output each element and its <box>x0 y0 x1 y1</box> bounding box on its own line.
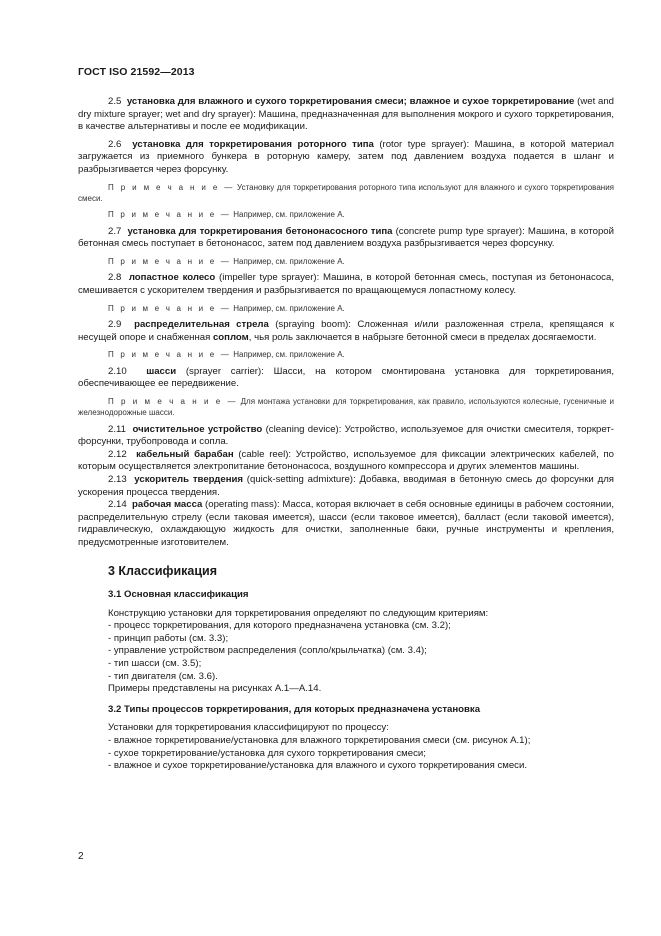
term-2-12 <box>78 449 614 474</box>
term-definition: (quick-setting admixture): Добавка, вводимая в бетонную смесь до форсунки для ускорения процесса твердения. <box>78 473 614 498</box>
note-label: П р и м е ч а н и е — <box>108 182 235 192</box>
note-text: Установку для торкретирования роторного типа используют для влажного и сухого торкретирования смеси. <box>78 182 615 203</box>
term-2-6 <box>78 139 614 177</box>
term-number: 2.9 <box>108 318 122 330</box>
term-definition: (operating mass): Масса, которая включает в себя основные единицы в рабочем состоянии, распределительную стрелу (если таковая имеется), шасси (если таковое имеется), балласт (если таковой имеется), гидравлическую, охлаждающую жидкость для очистки, заполненные баки, ручные инструменты и крепления, предусмотренные изготовителем. <box>78 499 614 548</box>
page-header: ГОСТ ISO 21592—2013 <box>78 66 195 78</box>
list-item: - влажное и сухое торкретирование/установка для влажного и сухого торкретирования смеси. <box>108 760 527 772</box>
note-label: П р и м е ч а н и е — <box>108 303 231 313</box>
term-number: 2.5 <box>108 96 122 107</box>
note <box>78 396 614 419</box>
term-title: рабочая масса <box>132 499 203 511</box>
term-2-7 <box>78 226 614 251</box>
note <box>78 182 614 205</box>
list-item: - управление устройством распределения (сопло/крыльчатка) (см. 3.4); <box>108 645 427 657</box>
term-2-10 <box>78 366 614 391</box>
note-text: Например, см. приложение А. <box>231 350 345 360</box>
term-title: очистительное устройство <box>132 423 263 435</box>
note-text: Например, см. приложение А. <box>231 256 345 266</box>
paragraph: Конструкцию установки для торкретирования определяют по следующим критериям: <box>108 607 489 619</box>
term-2-9 <box>78 319 614 344</box>
term-definition: , чья роль заключается в набрызге бетонной смеси в пределах досягаемости. <box>248 331 597 343</box>
term-number: 2.12 <box>108 448 127 460</box>
term-number: 2.8 <box>108 272 122 284</box>
section-heading: 3 Классификация <box>108 563 218 578</box>
note <box>78 303 614 314</box>
term-definition: (cable reel): Устройство, используемое для фиксации электрических кабелей, по которым осуществляется электропитание бетононасоса, воздушного компрессора и других элементов машины. <box>78 448 614 473</box>
term-definition: (spraying boom): Сложенная и/или разложенная стрела, крепящаяся к несущей опоре и снабженная <box>78 318 614 343</box>
term-title: установка для торкретирования роторного типа <box>132 138 374 150</box>
term-number: 2.6 <box>108 138 122 150</box>
term-2-13 <box>78 474 614 499</box>
term-title: установка для торкретирования бетононасосного типа <box>127 225 393 237</box>
note <box>78 209 614 220</box>
term-2-5 <box>78 96 614 134</box>
term-definition: (sprayer carrier): Шасси, на котором смонтирована установка для торкретирования, обеспечивающее ее передвижение. <box>78 365 614 390</box>
term-title: ускоритель твердения <box>134 473 243 485</box>
term-definition: (concrete pump type sprayer): Машина, в которой бетонная смесь поступает в бетононасос, затем под давлением воздуха разбрызгивается через форсунку. <box>78 225 614 250</box>
note-label: П р и м е ч а н и е — <box>108 210 231 220</box>
note-label: П р и м е ч а н и е — <box>108 396 238 406</box>
list-item: - сухое торкретирование/установка для сухого торкретирования смеси; <box>108 747 426 759</box>
term-number: 2.10 <box>108 365 127 377</box>
document-body <box>78 96 614 773</box>
term-title: лопастное колесо <box>128 272 216 284</box>
note-text: Например, см. приложение А. <box>231 303 345 313</box>
term-number: 2.13 <box>108 473 127 485</box>
note-label: П р и м е ч а н и е — <box>108 256 231 266</box>
term-definition: (wet and dry mixture sprayer; wet and dry sprayer): Машина, предназначенная для выполнения мокрого и сухого торкретирования, в качестве альтернативы и после ее модификации. <box>78 96 614 133</box>
term-2-14 <box>78 499 614 549</box>
list-item: - тип двигателя (см. 3.6). <box>108 670 218 682</box>
term-reference: соплом <box>212 331 249 343</box>
list-item: - принцип работы (см. 3.3); <box>108 632 229 644</box>
term-2-8 <box>78 272 614 297</box>
note-text: Для монтажа установки для торкретирования, как правило, используются колесные, гусеничные и железнодорожные шасси. <box>78 396 614 418</box>
term-title: распределительная стрела <box>134 318 269 330</box>
list-item: - тип шасси (см. 3.5); <box>108 658 202 670</box>
term-definition: (rotor type sprayer): Машина, в которой материал загружается из приемного бункера в роторную камеру, затем под давлением воздуха подается в шланг и разбрызгивается через форсунку. <box>78 138 614 175</box>
list-item: - процесс торкретирования, для которого предназначена установка (см. 3.2); <box>108 620 451 632</box>
term-definition: (cleaning device): Устройство, используемое для очистки смесителя, торкрет-форсунки, трубопровода и сопла. <box>78 423 614 448</box>
term-title: кабельный барабан <box>136 448 234 460</box>
term-number: 2.11 <box>108 423 126 435</box>
term-definition: (impeller type sprayer): Машина, в которой бетонная смесь, поступая из бетононасоса, смешивается с ускорителем твердения и разбрызгивается по вращающемуся лопастному колесу. <box>78 272 614 296</box>
paragraph: Примеры представлены на рисунках А.1—А.14. <box>108 683 322 695</box>
term-2-11 <box>78 424 614 449</box>
note-text: Например, см. приложение А. <box>231 210 345 220</box>
list-item: - влажное торкретирование/установка для влажного торкретирования смеси (см. рисунок А.1); <box>108 735 531 747</box>
note-label: П р и м е ч а н и е — <box>108 350 231 360</box>
subsection-heading: 3.2 Типы процессов торкретирования, для которых предназначена установка <box>108 703 481 715</box>
page-number: 2 <box>78 851 84 862</box>
term-number: 2.14 <box>108 499 127 511</box>
paragraph: Установки для торкретирования классифицируют по процессу: <box>108 722 389 734</box>
term-number: 2.7 <box>108 225 122 237</box>
note <box>78 256 614 267</box>
subsection-heading: 3.1 Основная классификация <box>108 589 249 601</box>
note <box>78 349 614 360</box>
term-title: установка для влажного и сухого торкретирования смеси; влажное и сухое торкретирование <box>126 96 575 107</box>
term-title: шасси <box>146 365 177 377</box>
